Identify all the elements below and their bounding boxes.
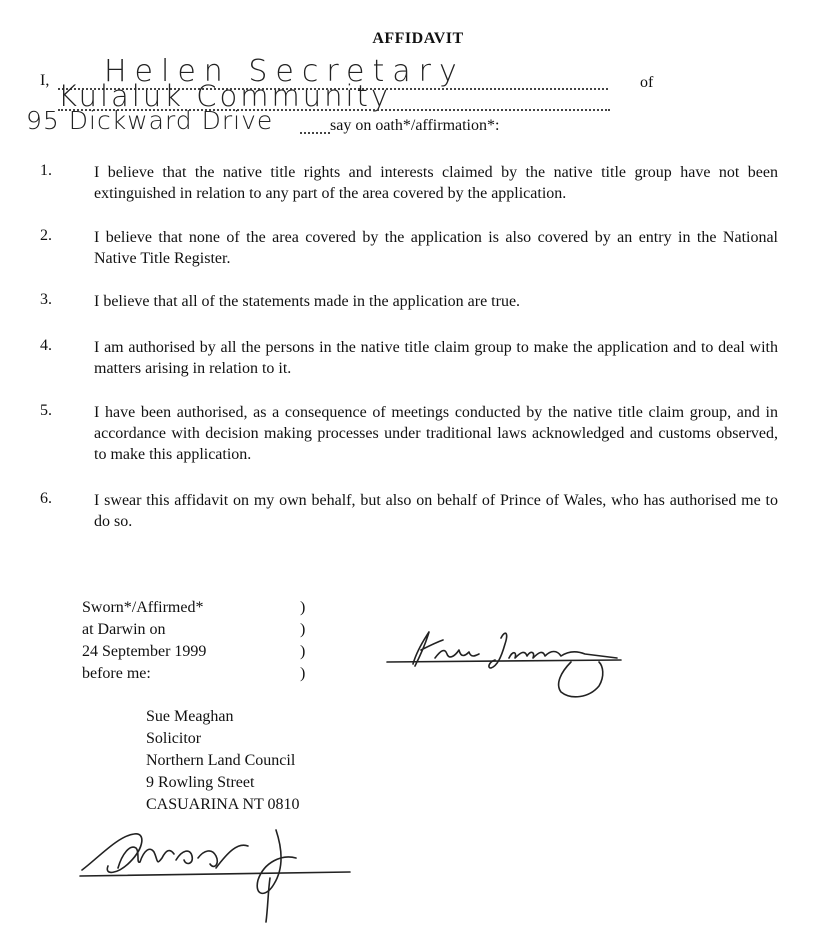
address-dotted-line — [300, 132, 330, 134]
statement-text: I swear this affidavit on my own behalf, but also on behalf of Prince of Wales, who has authorised me to do so. — [94, 492, 778, 530]
statement-number: 3. — [40, 291, 52, 308]
witness-title: Solicitor — [146, 730, 202, 747]
bracket: ) — [300, 643, 306, 660]
statement-number: 6. — [40, 490, 52, 507]
statement-number: 4. — [40, 337, 52, 354]
deponent-name: Helen Secretary — [104, 54, 465, 89]
deponent-community: Kulaluk Community — [58, 79, 392, 113]
sworn-line: Sworn*/Affirmed* — [82, 599, 204, 616]
oath-text: say on oath*/affirmation*: — [330, 117, 500, 134]
witness-locality: CASUARINA NT 0810 — [146, 796, 300, 813]
statement-text: I believe that the native title rights and interests claimed by the native title group have not been extinguished in relation to any part of the area covered by the application. — [94, 164, 778, 202]
witness-organisation: Northern Land Council — [146, 752, 296, 769]
deponent-address: 95 Dickward Drive — [26, 106, 274, 135]
affidavit-title: AFFIDAVIT — [372, 30, 464, 47]
statement-text: I am authorised by all the persons in the native title claim group to make the application and to deal with matters arising in relation to it. — [94, 339, 778, 377]
witness-name: Sue Meaghan — [146, 708, 234, 725]
witness-street: 9 Rowling Street — [146, 774, 255, 791]
prefix-I: I, — [40, 72, 50, 89]
sworn-line: before me: — [82, 665, 151, 682]
sworn-line: 24 September 1999 — [82, 643, 207, 660]
witness-signature — [78, 818, 358, 926]
sworn-line: at Darwin on — [82, 621, 166, 638]
bracket: ) — [300, 665, 306, 682]
statement-text: I have been authorised, as a consequence of meetings conducted by the native title claim group, and in accordance with decision making processes under traditional laws acknowledged and customs observed, to make this application. — [94, 404, 778, 463]
of-label: of — [640, 74, 654, 91]
statement-number: 2. — [40, 227, 52, 244]
statement-text: I believe that none of the area covered by the application is also covered by an entry in the National Native Title Register. — [94, 229, 778, 267]
deponent-signature — [385, 620, 625, 705]
statement-text: I believe that all of the statements made in the application are true. — [94, 293, 521, 310]
statement-number: 5. — [40, 402, 52, 419]
bracket: ) — [300, 599, 306, 616]
bracket: ) — [300, 621, 306, 638]
statement-number: 1. — [40, 162, 52, 179]
